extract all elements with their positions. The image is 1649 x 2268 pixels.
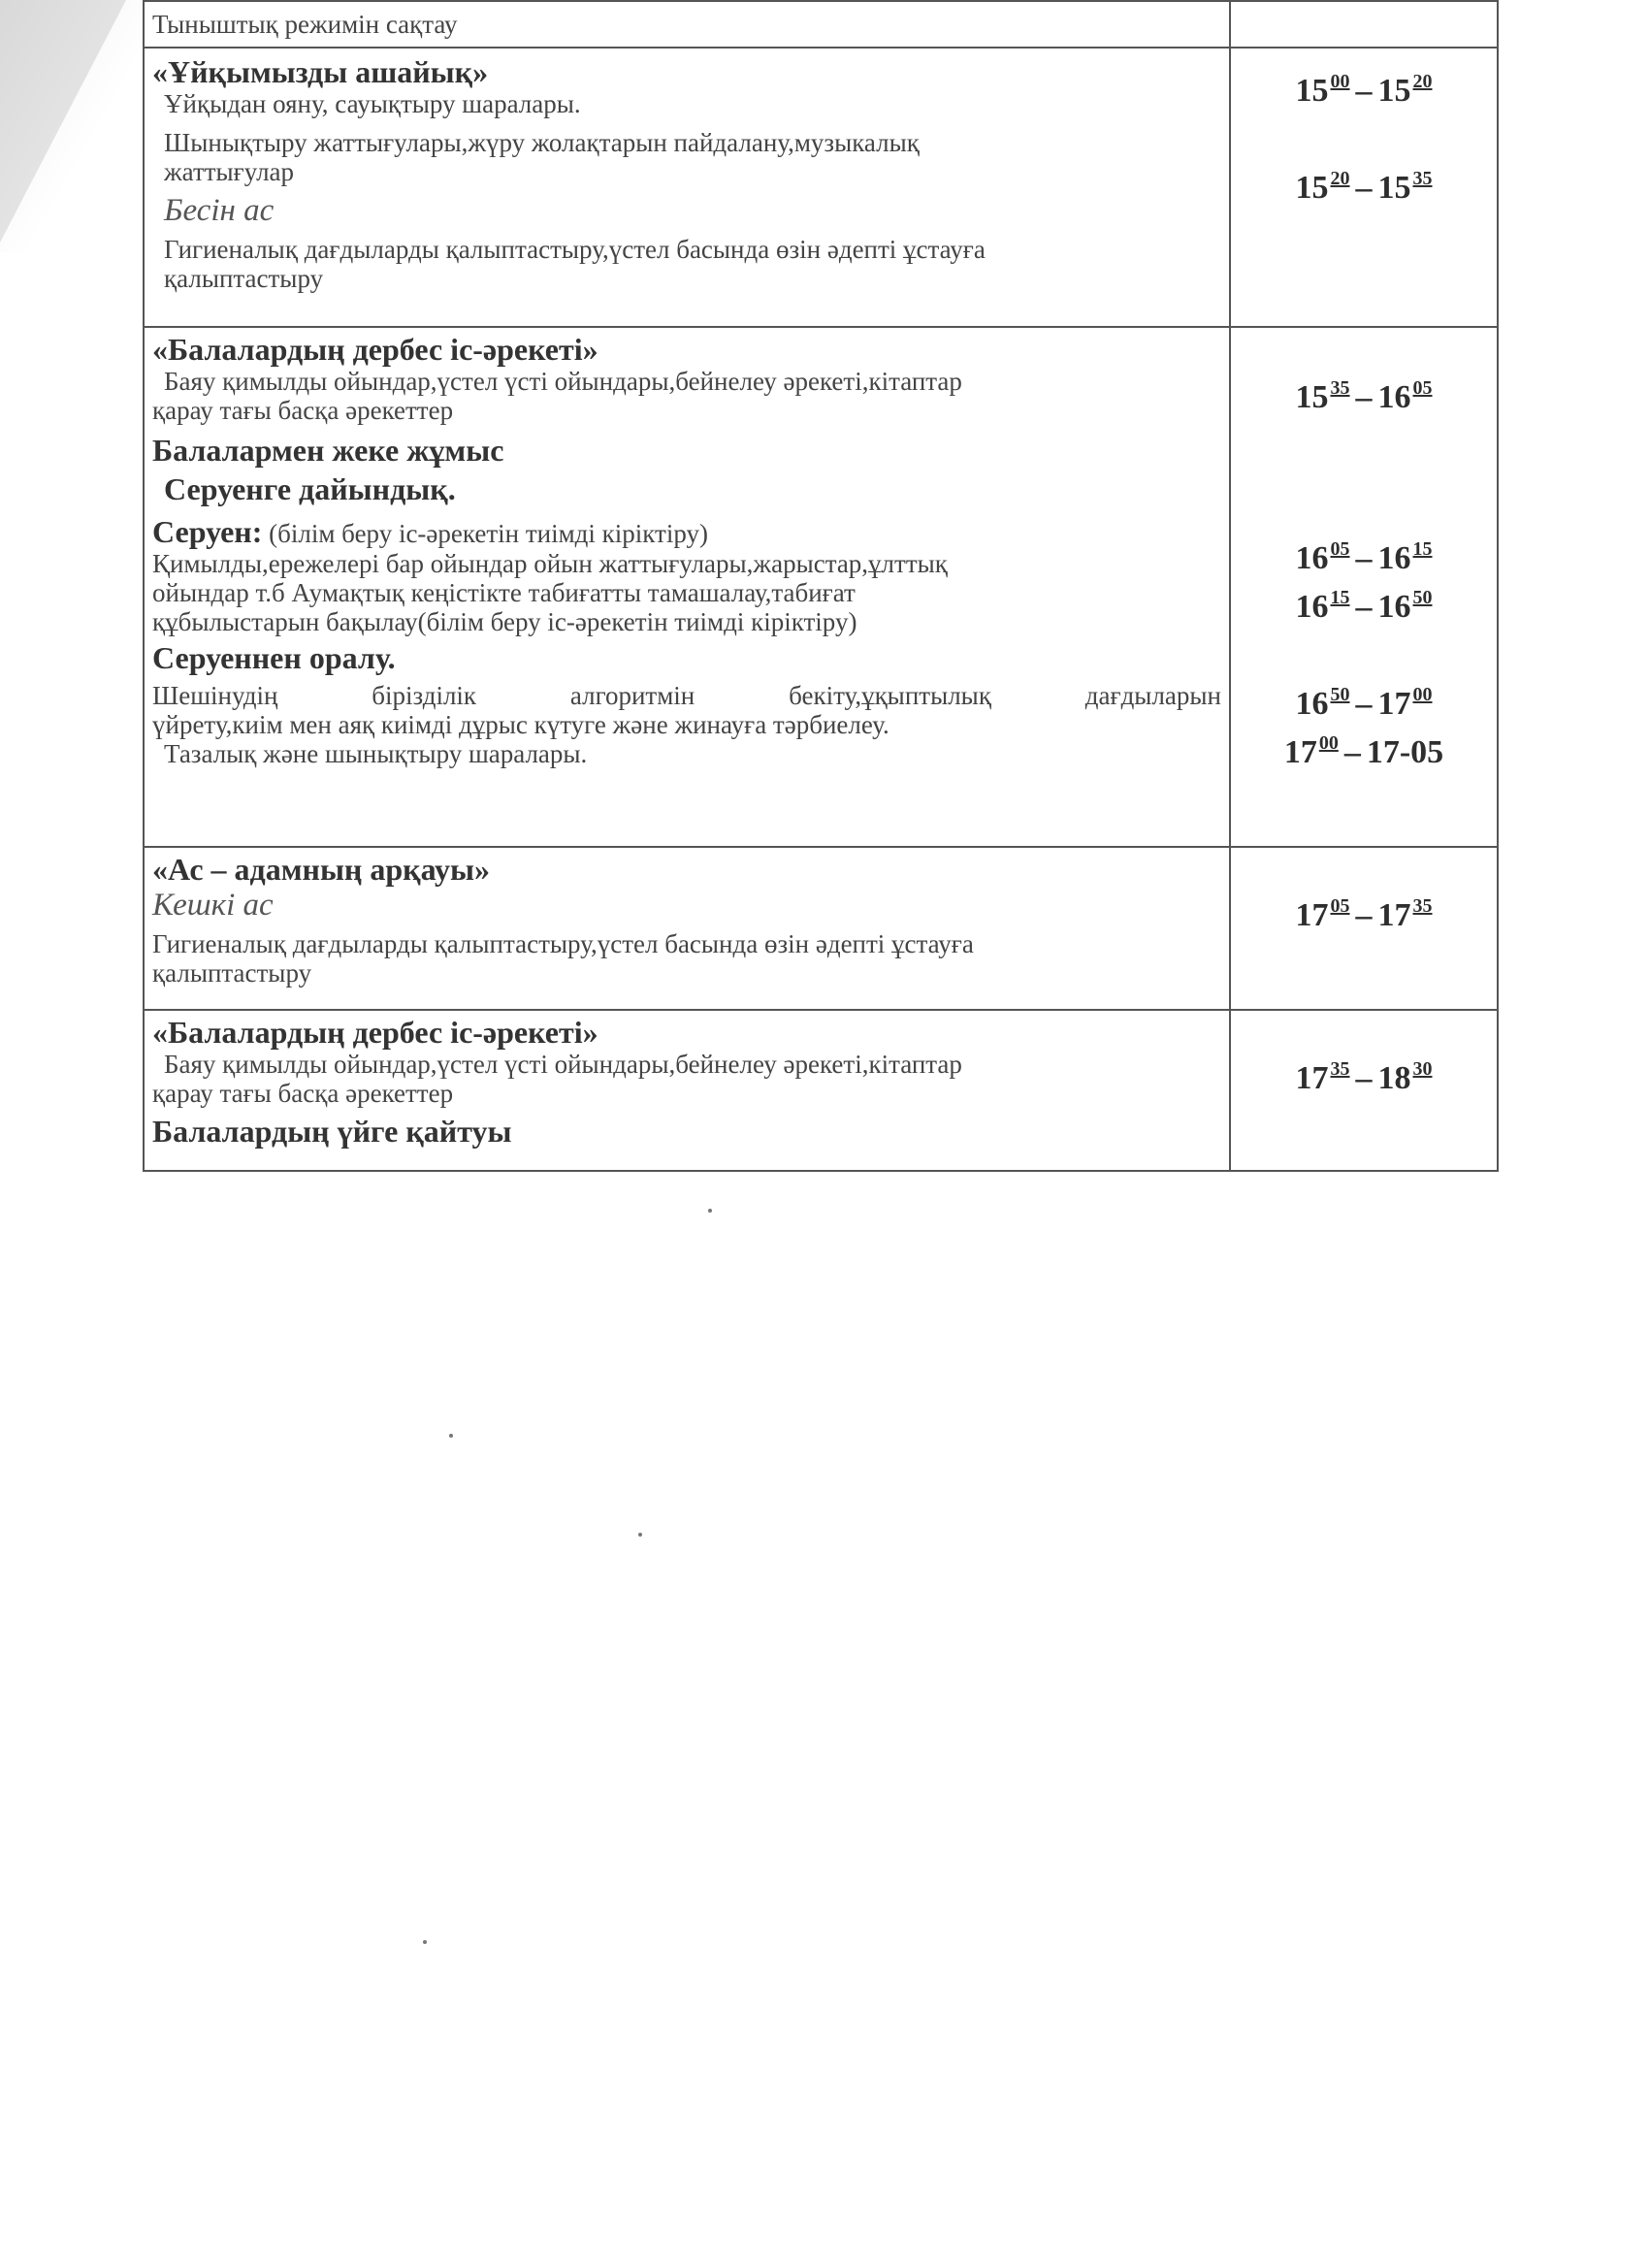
scan-speck (638, 1533, 642, 1537)
section-heading: Балалармен жеке жұмыс (152, 433, 504, 468)
time-range: 15 $^{20}$ – 15 $^{35}$ (1295, 168, 1433, 206)
time-cell (1230, 48, 1498, 327)
activity-line: Қимылды,ережелері бар ойындар ойын жаттығулары,жарыстар,ұлттық (152, 549, 948, 578)
schedule-row-going-home (144, 1010, 1498, 1171)
meal-subheading: Кешкі ас (152, 888, 274, 923)
time-cell (1230, 847, 1498, 1010)
daily-schedule-table (143, 0, 1499, 1172)
time-cell (1230, 1, 1498, 48)
time-range: 17 $^{00}$ – 17-05 (1283, 732, 1444, 770)
time-range: 15 $^{00}$ – 15 $^{20}$ (1295, 71, 1433, 109)
time-range: 17 $^{05}$ – 17 $^{35}$ (1295, 895, 1433, 933)
time-range: 16 $^{05}$ – 16 $^{15}$ (1295, 538, 1433, 576)
activity-line: қарау тағы басқа әрекеттер (152, 1079, 454, 1108)
activity-line: Шешінудің біріздiлік алгоритмін бекіту,ұқыптылық дағдыларын (152, 681, 1221, 710)
activity-line: Баяу қимылды ойындар,үстел үсті ойындары,бейнелеу әрекеті,кітаптар (164, 1050, 962, 1079)
activity-cell (144, 1, 1230, 48)
scan-speck (708, 1209, 712, 1213)
activity-cell (144, 48, 1230, 327)
activity-cell (144, 847, 1230, 1010)
section-title: «Балалардың дербес іс-әрекеті» (152, 332, 598, 367)
activity-cell (144, 1010, 1230, 1171)
activity-line: Гигиеналық дағдыларды қалыптастыру,үстел басында өзін әдепті ұстауға (152, 929, 974, 958)
time-range: 16 $^{50}$ – 17 $^{00}$ (1295, 684, 1433, 722)
schedule-row-independent-activity (144, 327, 1498, 847)
time-cell (1230, 1010, 1498, 1171)
section-title: «Ас – адамның арқауы» (152, 852, 490, 887)
activity-line: Гигиеналық дағдыларды қалыптастыру,үстел басында өзін әдепті ұстауға (164, 235, 986, 264)
activity-line: Баяу қимылды ойындар,үстел үсті ойындары,бейнелеу әрекеті,кітаптар (164, 367, 962, 396)
time-range: 16 $^{15}$ – 16 $^{50}$ (1295, 587, 1433, 625)
activity-line: құбылыстарын бақылау(білім беру іс-әрекетін тиімді кіріктіру) (152, 607, 857, 636)
activity-line: ойындар т.б Аумақтық кеңістікте табиғатты тамашалау,табиғат (152, 578, 856, 607)
activity-line: Тазалық және шынықтыру шаралары. (164, 739, 588, 768)
page-fold-shadow (0, 0, 146, 252)
activity-line: қалыптастыру (164, 264, 324, 293)
activity-line: қарау тағы басқа әрекеттер (152, 396, 454, 425)
scan-speck (423, 1940, 427, 1944)
activity-line: Ұйқыдан ояну, сауықтыру шаралары. (164, 89, 581, 118)
section-heading: Серуеннен оралу. (152, 640, 396, 675)
section-title: «Балалардың дербес іс-әрекеті» (152, 1015, 598, 1050)
activity-line: Тыныштық режимін сақтау (152, 10, 458, 39)
section-title: «Ұйқымызды ашайық» (152, 54, 489, 89)
schedule-row-rest (144, 1, 1498, 48)
meal-subheading: Бесін ас (164, 193, 275, 228)
activity-line: жаттығулар (164, 157, 295, 186)
schedule-row-wake-up (144, 48, 1498, 327)
activity-cell (144, 327, 1230, 847)
activity-line: қалыптастыру (152, 958, 312, 988)
scan-speck (449, 1434, 453, 1438)
schedule-row-dinner (144, 847, 1498, 1010)
activity-line: Шынықтыру жаттығулары,жүру жолақтарын пайдалану,музыкалық (164, 128, 920, 157)
time-cell (1230, 327, 1498, 847)
section-heading: Балалардың үйге қайтуы (152, 1114, 512, 1149)
time-range: 15 $^{35}$ – 16 $^{05}$ (1295, 377, 1433, 415)
activity-line: Серуен: (білім беру іс-әрекетін тиімді кіріктіру) (152, 514, 708, 549)
section-heading: Серуенге дайындық. (164, 471, 456, 506)
activity-line: үйрету,киім мен аяқ киімді дұрыс күтуге және жинауға тәрбиелеу. (152, 710, 889, 739)
time-range: 17 $^{35}$ – 18 $^{30}$ (1295, 1058, 1433, 1096)
